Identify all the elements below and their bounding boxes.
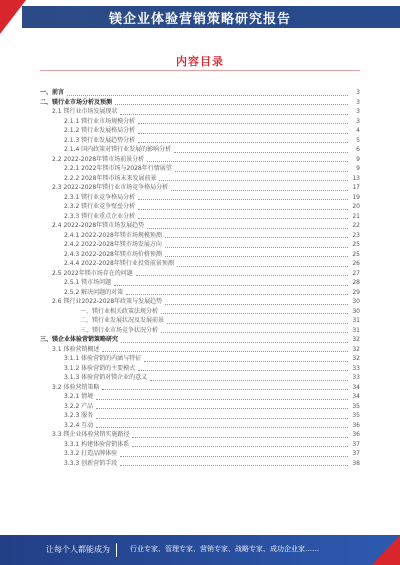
toc-leader-dots: [174, 151, 348, 153]
toc-heading: 内容目录: [176, 55, 224, 68]
toc-leader-dots: [96, 407, 348, 409]
toc-entry-title: 二、镁行业市场分析及预测: [40, 98, 113, 106]
toc-leader-dots: [138, 369, 348, 371]
toc-entry-title: 一、镁行业相关政策法规分析: [80, 307, 159, 315]
toc-entry[interactable]: [40, 136, 360, 146]
toc-entry-page: 31: [352, 326, 360, 334]
toc-entry-page: 33: [352, 364, 360, 372]
toc-entry-title: 2.2.2 2028年镁市场未来发展前景: [64, 174, 157, 182]
toc-leader-dots: [138, 122, 348, 124]
toc-entry[interactable]: [40, 107, 360, 117]
toc-entry-title: 2.1.1 镁行业市场规模分析: [64, 117, 136, 125]
toc-leader-dots: [120, 113, 348, 115]
toc-entry-page: 3: [356, 117, 360, 125]
toc-entry-title: 2.4.1 2022-2028年镁市场规模预测: [64, 231, 162, 239]
toc-entry[interactable]: [40, 430, 360, 440]
toc-entry-title: 3.2.3 服务: [64, 412, 94, 419]
toc-entry-title: 3.1.2 体验营销的主要模式: [64, 364, 136, 372]
toc-leader-dots: [138, 198, 348, 200]
toc-entry[interactable]: [40, 278, 360, 288]
toc-entry-title: 2.5.1 镁市场问题: [64, 279, 112, 286]
toc-leader-dots: [138, 217, 348, 219]
toc-entry[interactable]: [40, 117, 360, 127]
toc-entry-title: 3.2.2 产品: [64, 402, 94, 410]
toc-leader-dots: [167, 322, 348, 324]
table-of-contents: [40, 88, 360, 468]
toc-entry[interactable]: [40, 364, 360, 374]
toc-entry-title: 2.1 镁行业市场发展现状: [52, 108, 118, 115]
toc-entry[interactable]: [40, 459, 360, 469]
toc-leader-dots: [147, 227, 348, 229]
toc-entry-title: 三、镁行业市场竞争状况分析: [80, 326, 159, 334]
toc-entry-title: 2.1.2 镁行业发展格局分析: [64, 127, 136, 134]
toc-leader-dots: [165, 303, 348, 305]
toc-entry-page: 4: [356, 127, 360, 134]
toc-entry[interactable]: [40, 269, 360, 279]
toc-entry-page: 38: [352, 459, 360, 467]
toc-entry-title: 2.3.1 镁行业竞争格局分析: [64, 193, 136, 201]
toc-leader-dots: [138, 208, 348, 210]
toc-entry-page: 32: [352, 336, 360, 343]
toc-entry[interactable]: [40, 326, 360, 336]
toc-entry-page: 13: [352, 174, 360, 182]
toc-entry-page: 27: [352, 269, 360, 277]
toc-entry-page: 28: [352, 279, 360, 286]
toc-entry[interactable]: [40, 421, 360, 431]
toc-entry[interactable]: [40, 449, 360, 459]
toc-entry-page: 3: [356, 98, 360, 106]
toc-entry[interactable]: [40, 240, 360, 250]
toc-entry-title: 3.3.1 构建体验营销体系: [64, 440, 130, 448]
toc-entry-page: 25: [352, 250, 360, 258]
toc-entry-title: 2.4 2022-2028年镁市场发展趋势: [52, 222, 145, 229]
toc-entry-page: 30: [352, 298, 360, 305]
toc-entry-title: 2.6 镁行业2022-2028年政策与发展趋势: [52, 298, 163, 305]
toc-entry-title: 2.2 2022-2028年镁市场前景分析: [52, 155, 145, 163]
toc-entry-page: 20: [352, 203, 360, 210]
toc-leader-dots: [161, 312, 348, 314]
report-title: 镁企业体验营销策略研究报告: [108, 12, 291, 27]
toc-entry-title: 2.4.4 2022-2028年镁行业投资前景预测: [64, 260, 174, 267]
footer-red-corner: [372, 535, 400, 565]
toc-leader-dots: [161, 331, 348, 333]
toc-leader-dots: [126, 293, 348, 295]
toc-entry[interactable]: [40, 183, 360, 193]
toc-entry-title: 2.5.2 解决问题的对策: [64, 288, 124, 296]
toc-entry-title: 3.1 体验营销概述: [52, 345, 100, 353]
toc-entry[interactable]: [40, 411, 360, 421]
toc-entry-page: 34: [352, 393, 360, 400]
toc-leader-dots: [96, 417, 348, 419]
toc-entry-title: 2.4.2 2022-2028年镁市场发展方向: [64, 241, 162, 248]
toc-entry[interactable]: [40, 126, 360, 136]
toc-leader-dots: [159, 179, 348, 181]
toc-entry-title: 3.1.1 体验营销的内涵与特征: [64, 355, 142, 362]
footer-roles: 行业专家、管理专家、营销专家、战略专家、成功企业家……: [130, 545, 319, 553]
toc-leader-dots: [175, 170, 348, 172]
toc-leader-dots: [132, 445, 348, 447]
toc-leader-dots: [150, 379, 348, 381]
toc-entry-page: 37: [352, 450, 360, 457]
toc-leader-dots: [132, 436, 348, 438]
toc-entry-title: 2.3 2022-2028年镁行业市场竞争格局分析: [52, 184, 169, 191]
toc-entry-page: 3: [356, 89, 360, 96]
toc-entry-page: 6: [356, 146, 360, 153]
toc-entry-title: 2.2.1 2022年镁市场与2028年行情展望: [64, 165, 172, 172]
toc-entry-title: 3.2 体验营销策略: [52, 383, 100, 391]
toc-entry[interactable]: [40, 392, 360, 402]
toc-entry-page: 3: [356, 108, 360, 115]
toc-entry-title: 3.3.2 打造品牌体验: [64, 450, 118, 457]
toc-entry[interactable]: [40, 288, 360, 298]
toc-entry-title: 2.3.3 镁行业重点企业分析: [64, 212, 136, 220]
toc-entry-title: 2.4.3 2022-2028年镁市场价格预测: [64, 250, 162, 258]
toc-entry-title: 3.2.1 情境: [64, 393, 94, 400]
toc-leader-dots: [115, 103, 348, 105]
toc-entry-page: 17: [352, 184, 360, 191]
toc-entry-page: 5: [356, 136, 360, 144]
toc-entry-page: 25: [352, 241, 360, 248]
toc-entry[interactable]: [40, 250, 360, 260]
toc-entry-title: 3.3.3 创新营销手段: [64, 459, 118, 467]
toc-leader-dots: [165, 255, 348, 257]
toc-divider: [40, 70, 360, 71]
report-header: [0, 0, 400, 34]
toc-entry[interactable]: [40, 164, 360, 174]
toc-leader-dots: [171, 189, 348, 191]
toc-entry-page: 36: [352, 431, 360, 438]
toc-leader-dots: [177, 265, 348, 267]
toc-entry-page: 23: [352, 231, 360, 239]
toc-entry-page: 36: [352, 421, 360, 429]
toc-entry[interactable]: [40, 354, 360, 364]
toc-leader-dots: [138, 141, 348, 143]
toc-leader-dots: [96, 398, 348, 400]
toc-leader-dots: [96, 426, 348, 428]
toc-entry[interactable]: [40, 174, 360, 184]
toc-entry[interactable]: [40, 221, 360, 231]
toc-leader-dots: [147, 160, 348, 162]
toc-entry-title: 3.3 镁企业体验营销实施路径: [52, 431, 130, 438]
toc-entry-page: 33: [352, 374, 360, 381]
footer-banner: [0, 535, 400, 565]
toc-leader-dots: [165, 236, 348, 238]
toc-entry-title: 一、前言: [40, 89, 65, 96]
toc-entry-page: 35: [352, 412, 360, 419]
toc-entry[interactable]: [40, 316, 360, 326]
toc-entry-title: 3.2.4 互动: [64, 421, 94, 429]
toc-entry[interactable]: [40, 259, 360, 269]
toc-leader-dots: [144, 360, 348, 362]
toc-entry-page: 34: [352, 383, 360, 391]
toc-entry[interactable]: [40, 231, 360, 241]
toc-leader-dots: [102, 350, 348, 352]
toc-entry-page: 32: [352, 345, 360, 353]
toc-leader-dots: [136, 274, 348, 276]
footer-divider: [116, 543, 117, 557]
toc-leader-dots: [165, 246, 348, 248]
toc-entry-page: 32: [352, 355, 360, 362]
toc-leader-dots: [120, 455, 348, 457]
toc-entry-title: 2.5 2022年镁市场存在的问题: [52, 269, 133, 277]
toc-leader-dots: [120, 464, 348, 466]
toc-entry-page: 26: [352, 260, 360, 267]
toc-entry[interactable]: [40, 88, 360, 98]
toc-entry-title: 二、镁行业发展状况及发展前景: [80, 317, 165, 324]
toc-entry[interactable]: [40, 297, 360, 307]
toc-leader-dots: [67, 94, 348, 96]
toc-entry[interactable]: [40, 383, 360, 393]
toc-entry[interactable]: [40, 155, 360, 165]
toc-entry-page: 21: [352, 212, 360, 220]
toc-entry-title: 2.3.2 镁行业竞争壁垒分析: [64, 203, 136, 210]
toc-entry[interactable]: [40, 98, 360, 108]
toc-entry-page: 9: [356, 165, 360, 172]
toc-leader-dots: [121, 341, 348, 343]
footer-slogan: 让每个人都能成为: [46, 545, 110, 554]
toc-entry-page: 22: [352, 222, 360, 229]
toc-entry[interactable]: [40, 335, 360, 345]
toc-entry[interactable]: [40, 212, 360, 222]
toc-entry-title: 2.1.3 镁行业发展趋势分析: [64, 136, 136, 144]
toc-leader-dots: [102, 388, 348, 390]
toc-entry[interactable]: [40, 402, 360, 412]
toc-entry[interactable]: [40, 373, 360, 383]
toc-entry[interactable]: [40, 440, 360, 450]
toc-entry-page: 19: [352, 193, 360, 201]
toc-entry-page: 37: [352, 440, 360, 448]
toc-leader-dots: [138, 132, 348, 134]
toc-entry[interactable]: [40, 193, 360, 203]
toc-entry[interactable]: [40, 202, 360, 212]
toc-entry[interactable]: [40, 307, 360, 317]
toc-entry-title: 2.1.4 国内政策对镁行业发展的影响分析: [64, 146, 172, 153]
toc-entry[interactable]: [40, 345, 360, 355]
toc-entry-page: 31: [352, 317, 360, 324]
toc-entry[interactable]: [40, 145, 360, 155]
toc-entry-title: 3.1.3 体验营销对镁企业的意义: [64, 374, 148, 381]
toc-leader-dots: [114, 284, 348, 286]
toc-entry-page: 35: [352, 402, 360, 410]
toc-entry-page: 29: [352, 288, 360, 296]
toc-entry-page: 30: [352, 307, 360, 315]
toc-entry-page: 9: [356, 155, 360, 163]
toc-entry-title: 三、镁企业体验营销策略研究: [40, 336, 119, 343]
